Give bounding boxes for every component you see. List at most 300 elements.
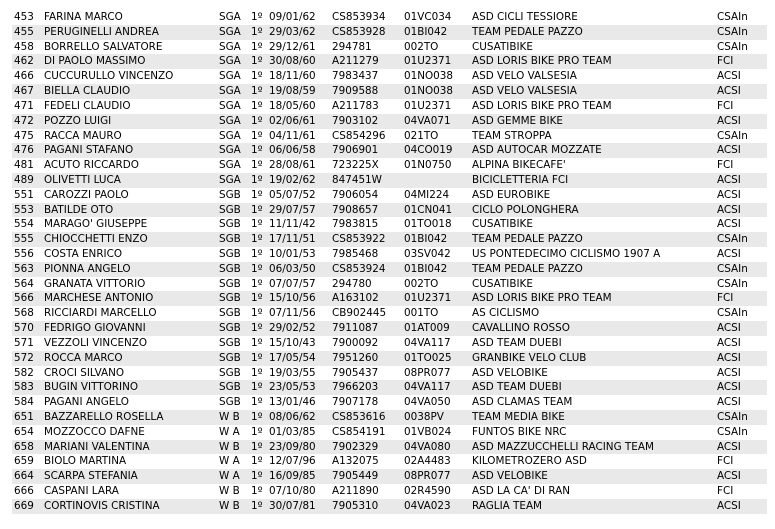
position-cell: 1º	[251, 248, 263, 260]
team-name-cell: BICICLETTERIA FCI	[470, 173, 715, 188]
position-cell: 1º	[251, 99, 263, 112]
organization-cell: ACSI	[715, 351, 767, 366]
category-cell: SGA	[219, 40, 241, 53]
organization-cell: ACSI	[715, 440, 767, 455]
position-cell: 1º	[249, 262, 267, 277]
team-name-cell: ASD LORIS BIKE PRO TEAM	[472, 99, 612, 112]
club-code-cell: 01U2371	[402, 291, 470, 306]
category-cell: SGA	[217, 114, 249, 129]
rider-name-cell: CHIOCCHETTI ENZO	[42, 232, 217, 247]
club-code-cell	[402, 173, 470, 188]
organization-cell: ACSI	[717, 396, 741, 409]
category-cell: W A	[217, 469, 249, 484]
team-name-cell: TEAM STROPPA	[472, 129, 552, 142]
club-code-cell: 01U2371	[404, 99, 452, 112]
license-number-cell: 7903102	[330, 114, 402, 129]
rider-name-cell: CORTINOVIS CRISTINA	[42, 499, 217, 514]
club-code-cell: 01NO038	[402, 84, 470, 99]
rider-name-cell: PAGANI STAFANO	[42, 143, 217, 158]
category-cell: SGB	[217, 232, 249, 247]
results-rows	[12, 10, 767, 514]
category-cell: SGB	[217, 321, 249, 336]
organization-cell: FCI	[717, 99, 734, 112]
team-name-cell: ALPINA BIKECAFE'	[472, 159, 566, 172]
organization-cell: CSAIn	[717, 425, 748, 438]
table-row	[12, 54, 767, 69]
table-row	[12, 158, 767, 173]
team-name-cell: ASD VELO VALSESIA	[472, 70, 577, 83]
rider-name-cell: POZZO LUIGI	[42, 114, 217, 129]
club-code-cell: 0038PV	[402, 410, 470, 425]
team-name-cell: ASD AUTOCAR MOZZATE	[470, 143, 715, 158]
position-cell: 1º	[251, 70, 263, 83]
position-cell: 1º	[251, 336, 263, 349]
club-code-cell: 01AT009	[402, 321, 470, 336]
bib-number-cell: 475	[14, 129, 34, 142]
table-row	[12, 277, 767, 292]
position-cell: 1º	[251, 425, 263, 438]
bib-number-cell: 453	[14, 11, 34, 23]
birth-date-cell: 18/05/60	[269, 99, 316, 112]
position-cell: 1º	[251, 159, 263, 172]
team-name-cell: TEAM PEDALE PAZZO	[470, 232, 715, 247]
category-cell: SGA	[217, 54, 249, 69]
bib-number-cell: 584	[14, 396, 34, 409]
table-row	[12, 217, 767, 232]
table-row	[12, 173, 767, 188]
rider-name-cell: PIONNA ANGELO	[42, 262, 217, 277]
team-name-cell: ASD GEMME BIKE	[470, 114, 715, 129]
license-number-cell: 7905310	[330, 499, 402, 514]
club-code-cell: 01VC034	[404, 11, 452, 23]
club-code-cell: 01CN041	[402, 203, 470, 218]
position-cell: 1º	[249, 54, 267, 69]
birth-date-cell: 02/06/61	[267, 114, 330, 129]
license-number-cell: 294781	[332, 40, 372, 53]
table-row	[12, 143, 767, 158]
birth-date-cell: 12/07/96	[269, 455, 316, 468]
position-cell: 1º	[249, 143, 267, 158]
team-name-cell: KILOMETROZERO ASD	[472, 455, 587, 468]
category-cell: SGB	[219, 248, 241, 260]
rider-name-cell: BORRELLO SALVATORE	[44, 40, 163, 53]
table-row	[12, 499, 767, 514]
organization-cell: FCI	[717, 159, 734, 172]
birth-date-cell: 17/11/51	[267, 232, 330, 247]
rider-name-cell: MOZZOCCO DAFNE	[44, 425, 145, 438]
license-number-cell: 7907178	[332, 396, 379, 409]
rider-name-cell: ACUTO RICCARDO	[44, 159, 139, 172]
birth-date-cell: 13/01/46	[269, 396, 316, 409]
table-row	[12, 351, 767, 366]
club-code-cell: 03SV042	[404, 248, 451, 260]
birth-date-cell: 15/10/43	[269, 336, 316, 349]
team-name-cell: ASD MAZZUCCHELLI RACING TEAM	[470, 440, 715, 455]
organization-cell: ACSI	[715, 203, 767, 218]
table-row	[12, 306, 767, 321]
rider-name-cell: MARIANI VALENTINA	[42, 440, 217, 455]
category-cell: W B	[217, 440, 249, 455]
license-number-cell: 7911087	[330, 321, 402, 336]
license-number-cell: 294780	[332, 277, 372, 290]
license-number-cell: 847451W	[330, 173, 402, 188]
table-row	[12, 188, 767, 203]
organization-cell: ACSI	[715, 321, 767, 336]
bib-number-cell: 471	[14, 99, 34, 112]
birth-date-cell: 01/03/85	[269, 425, 316, 438]
team-name-cell: TEAM MEDIA BIKE	[470, 410, 715, 425]
table-row	[12, 425, 767, 440]
position-cell: 1º	[251, 40, 263, 53]
rider-name-cell: FEDELI CLAUDIO	[44, 99, 131, 112]
organization-cell: ACSI	[717, 366, 741, 379]
category-cell: SGB	[217, 262, 249, 277]
club-code-cell: 001TO	[404, 307, 439, 320]
category-cell: SGA	[217, 143, 249, 158]
birth-date-cell: 16/09/85	[267, 469, 330, 484]
birth-date-cell: 30/07/81	[267, 499, 330, 514]
club-code-cell: 02R4590	[404, 485, 451, 497]
table-row	[12, 484, 767, 499]
table-row	[12, 454, 767, 469]
rider-name-cell: OLIVETTI LUCA	[42, 173, 217, 188]
license-number-cell: 7985468	[332, 248, 379, 260]
category-cell: SGA	[219, 70, 241, 83]
license-number-cell: 7908657	[330, 203, 402, 218]
club-code-cell: 01BI042	[402, 25, 470, 40]
category-cell: SGA	[219, 99, 241, 112]
table-row	[12, 440, 767, 455]
birth-date-cell: 28/08/61	[269, 159, 316, 172]
birth-date-cell: 17/05/54	[267, 351, 330, 366]
birth-date-cell: 07/11/56	[269, 307, 316, 320]
position-cell: 1º	[251, 485, 263, 497]
club-code-cell: 04VA071	[402, 114, 470, 129]
team-name-cell: US PONTEDECIMO CICLISMO 1907 A	[472, 248, 661, 260]
bib-number-cell: 462	[12, 54, 42, 69]
position-cell: 1º	[251, 307, 263, 320]
club-code-cell: 002TO	[404, 277, 439, 290]
club-code-cell: 04MI224	[404, 188, 450, 201]
organization-cell: FCI	[717, 455, 734, 468]
bib-number-cell: 554	[14, 218, 34, 231]
team-name-cell: CAVALLINO ROSSO	[470, 321, 715, 336]
rider-name-cell: PAGANI ANGELO	[44, 396, 129, 409]
table-row	[12, 262, 767, 277]
category-cell: SGB	[219, 336, 241, 349]
category-cell: SGB	[217, 203, 249, 218]
rider-name-cell: BAZZARELLO ROSELLA	[42, 410, 217, 425]
birth-date-cell: 19/03/55	[269, 366, 316, 379]
birth-date-cell: 30/08/60	[267, 54, 330, 69]
bib-number-cell: 659	[14, 455, 34, 468]
team-name-cell: AS CICLISMO	[472, 307, 540, 320]
bib-number-cell: 666	[14, 485, 34, 497]
rider-name-cell: PERUGINELLI ANDREA	[42, 25, 217, 40]
birth-date-cell: 29/03/62	[267, 25, 330, 40]
rider-name-cell: MARAGO' GIUSEPPE	[44, 218, 148, 231]
club-code-cell: 04VA117	[404, 336, 451, 349]
birth-date-cell: 06/06/58	[267, 143, 330, 158]
team-name-cell: ASD CLAMAS TEAM	[472, 396, 573, 409]
position-cell: 1º	[249, 84, 267, 99]
birth-date-cell: 08/06/62	[267, 410, 330, 425]
bib-number-cell: 467	[12, 84, 42, 99]
category-cell: SGA	[219, 129, 241, 142]
team-name-cell: ASD VELOBIKE	[470, 469, 715, 484]
club-code-cell: 01NO038	[404, 70, 454, 83]
team-name-cell: ASD TEAM DUEBI	[470, 380, 715, 395]
organization-cell: CSAIn	[717, 40, 748, 53]
bib-number-cell: 651	[12, 410, 42, 425]
position-cell: 1º	[251, 455, 263, 468]
position-cell: 1º	[249, 203, 267, 218]
birth-date-cell: 29/02/52	[267, 321, 330, 336]
bib-number-cell: 658	[12, 440, 42, 455]
bib-number-cell: 472	[12, 114, 42, 129]
bib-number-cell: 466	[14, 70, 34, 83]
organization-cell: ACSI	[715, 499, 767, 514]
bib-number-cell: 582	[14, 366, 34, 379]
team-name-cell: FUNTOS BIKE NRC	[472, 425, 567, 438]
birth-date-cell: 09/01/62	[269, 11, 316, 23]
organization-cell: ACSI	[715, 173, 767, 188]
team-name-cell: ASD VELOBIKE	[472, 366, 548, 379]
category-cell: SGB	[219, 396, 241, 409]
position-cell: 1º	[249, 321, 267, 336]
position-cell: 1º	[249, 173, 267, 188]
table-row	[12, 232, 767, 247]
bib-number-cell: 476	[12, 143, 42, 158]
organization-cell: FCI	[715, 291, 767, 306]
rider-name-cell: FEDRIGO GIOVANNI	[42, 321, 217, 336]
table-row	[12, 395, 767, 410]
birth-date-cell: 07/07/57	[269, 277, 316, 290]
organization-cell: ACSI	[717, 70, 741, 83]
team-name-cell: CUSATIBIKE	[472, 40, 533, 53]
position-cell: 1º	[251, 277, 263, 290]
table-row	[12, 291, 767, 306]
organization-cell: ACSI	[715, 84, 767, 99]
rider-name-cell: SCARPA STEFANIA	[42, 469, 217, 484]
table-row	[12, 40, 767, 55]
table-row	[12, 114, 767, 129]
team-name-cell: ASD LORIS BIKE PRO TEAM	[470, 54, 715, 69]
rider-name-cell: FARINA MARCO	[44, 11, 123, 23]
organization-cell: CSAIn	[715, 232, 767, 247]
category-cell: W B	[217, 499, 249, 514]
bib-number-cell: 568	[14, 307, 34, 320]
rider-name-cell: RACCA MAURO	[44, 129, 122, 142]
license-number-cell: A211890	[332, 485, 379, 497]
table-row	[12, 410, 767, 425]
license-number-cell: 7906901	[330, 143, 402, 158]
birth-date-cell: 10/01/53	[269, 248, 316, 260]
license-number-cell: CS853922	[330, 232, 402, 247]
bib-number-cell: 566	[12, 291, 42, 306]
team-name-cell: ASD VELO VALSESIA	[470, 84, 715, 99]
birth-date-cell: 05/07/52	[269, 188, 316, 201]
club-code-cell: 01N0750	[404, 159, 452, 172]
birth-date-cell: 29/12/61	[269, 40, 316, 53]
position-cell: 1º	[249, 380, 267, 395]
organization-cell: CSAIn	[717, 11, 748, 23]
table-row	[12, 84, 767, 99]
bib-number-cell: 664	[12, 469, 42, 484]
category-cell: SGA	[217, 84, 249, 99]
license-number-cell: 7951260	[330, 351, 402, 366]
team-name-cell: ASD EUROBIKE	[472, 188, 551, 201]
rider-name-cell: DI PAOLO MASSIMO	[42, 54, 217, 69]
team-name-cell: CUSATIBIKE	[472, 277, 533, 290]
category-cell: SGB	[219, 218, 241, 231]
table-row	[12, 25, 767, 40]
rider-name-cell: CUCCURULLO VINCENZO	[44, 70, 174, 83]
organization-cell: ACSI	[717, 188, 741, 201]
license-number-cell: A132075	[332, 455, 379, 468]
bib-number-cell: 669	[12, 499, 42, 514]
position-cell: 1º	[251, 11, 263, 23]
table-row	[12, 129, 767, 144]
organization-cell: ACSI	[715, 380, 767, 395]
category-cell: SGB	[217, 291, 249, 306]
club-code-cell: 04VA023	[402, 499, 470, 514]
organization-cell: FCI	[715, 54, 767, 69]
rider-name-cell: BATILDE OTO	[42, 203, 217, 218]
organization-cell: ACSI	[717, 218, 741, 231]
birth-date-cell: 23/09/80	[267, 440, 330, 455]
bib-number-cell: 572	[12, 351, 42, 366]
license-number-cell: CS853616	[330, 410, 402, 425]
category-cell: SGB	[219, 188, 241, 201]
organization-cell: FCI	[717, 485, 734, 497]
team-name-cell: TEAM PEDALE PAZZO	[470, 25, 715, 40]
license-number-cell: CS853934	[332, 11, 386, 23]
table-row	[12, 10, 767, 25]
category-cell: W B	[217, 410, 249, 425]
position-cell: 1º	[251, 129, 263, 142]
club-code-cell: 021TO	[404, 129, 439, 142]
rider-name-cell: MARCHESE ANTONIO	[42, 291, 217, 306]
club-code-cell: 01BI042	[402, 232, 470, 247]
organization-cell: ACSI	[715, 143, 767, 158]
bib-number-cell: 563	[12, 262, 42, 277]
table-row	[12, 69, 767, 84]
club-code-cell: 01TO025	[402, 351, 470, 366]
team-name-cell: ASD CICLI TESSIORE	[472, 11, 578, 23]
table-row	[12, 203, 767, 218]
license-number-cell: 7905449	[330, 469, 402, 484]
team-name-cell: CICLO POLONGHERA	[470, 203, 715, 218]
position-cell: 1º	[249, 291, 267, 306]
organization-cell: CSAIn	[717, 277, 748, 290]
license-number-cell: A163102	[330, 291, 402, 306]
birth-date-cell: 29/07/57	[267, 203, 330, 218]
category-cell: W A	[219, 455, 240, 468]
results-table	[12, 10, 767, 514]
category-cell: W B	[219, 485, 240, 497]
position-cell: 1º	[249, 499, 267, 514]
bib-number-cell: 481	[14, 159, 34, 172]
club-code-cell: 04VA050	[404, 396, 451, 409]
rider-name-cell: VEZZOLI VINCENZO	[44, 336, 148, 349]
category-cell: SGB	[219, 307, 241, 320]
rider-name-cell: RICCIARDI MARCELLO	[44, 307, 157, 320]
birth-date-cell: 04/11/61	[269, 129, 316, 142]
team-name-cell: GRANBIKE VELO CLUB	[470, 351, 715, 366]
birth-date-cell: 19/08/59	[267, 84, 330, 99]
organization-cell: CSAIn	[717, 129, 748, 142]
license-number-cell: A211783	[332, 99, 379, 112]
license-number-cell: 7983815	[332, 218, 379, 231]
organization-cell: ACSI	[717, 248, 741, 260]
license-number-cell: CB902445	[332, 307, 387, 320]
organization-cell: ACSI	[715, 469, 767, 484]
birth-date-cell: 15/10/56	[267, 291, 330, 306]
category-cell: SGB	[217, 351, 249, 366]
table-row	[12, 366, 767, 381]
rider-name-cell: BUGIN VITTORINO	[42, 380, 217, 395]
position-cell: 1º	[249, 440, 267, 455]
license-number-cell: CS853928	[330, 25, 402, 40]
organization-cell: ACSI	[715, 114, 767, 129]
bib-number-cell: 553	[12, 203, 42, 218]
bib-number-cell: 556	[14, 248, 34, 260]
position-cell: 1º	[251, 188, 263, 201]
license-number-cell: 7966203	[330, 380, 402, 395]
table-row	[12, 247, 767, 262]
club-code-cell: 01VB024	[404, 425, 452, 438]
organization-cell: ACSI	[717, 336, 741, 349]
rider-name-cell: CASPANI LARA	[44, 485, 119, 497]
license-number-cell: 723225X	[332, 159, 379, 172]
license-number-cell: 7905437	[332, 366, 379, 379]
club-code-cell: 01U2371	[402, 54, 470, 69]
team-name-cell: ASD TEAM DUEBI	[472, 336, 562, 349]
category-cell: SGA	[219, 11, 241, 23]
club-code-cell: 04CO019	[402, 143, 470, 158]
team-name-cell: RAGLIA TEAM	[470, 499, 715, 514]
license-number-cell: 7983437	[332, 70, 379, 83]
club-code-cell: 04VA117	[402, 380, 470, 395]
birth-date-cell: 19/02/62	[267, 173, 330, 188]
position-cell: 1º	[249, 25, 267, 40]
club-code-cell: 02A4483	[404, 455, 451, 468]
bib-number-cell: 654	[14, 425, 34, 438]
team-name-cell: CUSATIBIKE	[472, 218, 533, 231]
club-code-cell: 04VA080	[402, 440, 470, 455]
team-name-cell: ASD LA CA' DI RAN	[472, 485, 571, 497]
club-code-cell: 08PR077	[404, 366, 451, 379]
birth-date-cell: 23/05/53	[267, 380, 330, 395]
table-row	[12, 469, 767, 484]
bib-number-cell: 555	[12, 232, 42, 247]
position-cell: 1º	[249, 469, 267, 484]
rider-name-cell: BIELLA CLAUDIO	[42, 84, 217, 99]
rider-name-cell: BIOLO MARTINA	[44, 455, 127, 468]
bib-number-cell: 571	[14, 336, 34, 349]
organization-cell: CSAIn	[715, 25, 767, 40]
position-cell: 1º	[251, 218, 263, 231]
organization-cell: CSAIn	[717, 307, 748, 320]
organization-cell: CSAIn	[715, 410, 767, 425]
category-cell: SGB	[219, 277, 241, 290]
organization-cell: CSAIn	[715, 262, 767, 277]
birth-date-cell: 18/11/60	[269, 70, 316, 83]
club-code-cell: 01BI042	[402, 262, 470, 277]
position-cell: 1º	[251, 396, 263, 409]
category-cell: SGA	[217, 25, 249, 40]
